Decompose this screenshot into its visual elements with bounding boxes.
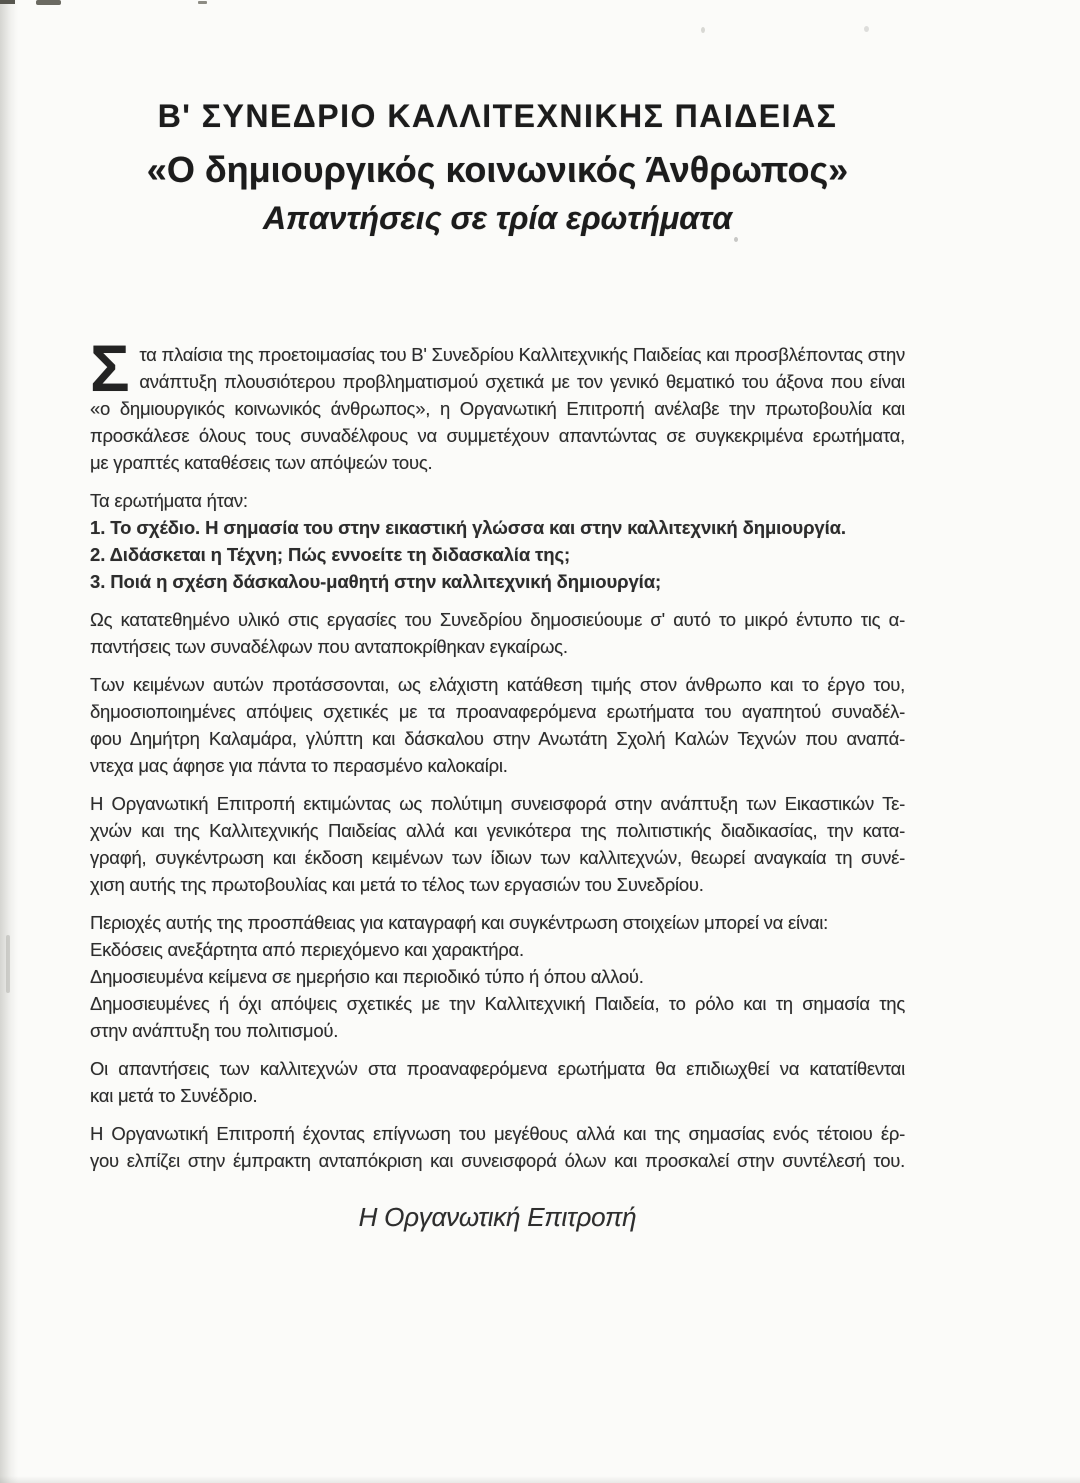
text-line: Εκδόσεις ανεξάρτητα από περιεχόμενο και χαρακτήρα. xyxy=(90,939,524,960)
scan-edge-shadow-left xyxy=(0,0,18,1483)
text-line: χνών και της Καλλιτεχνικής Παιδείας αλλά και γενικότερα της πολιτιστικής διαδικασίας, την κατα- xyxy=(90,820,905,841)
conference-subtitle: Απαντήσεις σε τρία ερωτήματα xyxy=(262,200,733,236)
paragraph-intro xyxy=(90,331,905,476)
text-line: Δημοσιευμένα κείμενα σε ημερήσιο και περιοδικό τύπο ή όπου αλλού. xyxy=(90,966,644,987)
scan-edge-shadow-bottom xyxy=(0,1476,1080,1483)
scan-artifact xyxy=(6,935,10,993)
text-line: στην ανάπτυξη του πολιτισμού. xyxy=(90,1020,339,1041)
document-content xyxy=(90,0,905,1231)
conference-theme: «Ο δημιουργικός κοινωνικός Άνθρωπος» xyxy=(146,149,849,190)
text-line: χιση αυτής της πρωτοβουλίας και μετά το τέλος των εργασιών του Συνεδρίου. xyxy=(90,874,704,895)
scan-artifact xyxy=(36,0,61,5)
text-line: 1. Το σχέδιο. Η σημασία του στην εικαστική γλώσσα και στην καλλιτεχνική δημιουργία. xyxy=(90,517,846,538)
text-line: Η Οργανωτική Επιτροπή εκτιμώντας ως πολύτιμη συνεισφορά στην ανάπτυξη των Εικαστικών Τε- xyxy=(90,793,905,814)
text-line: Τα ερωτήματα ήταν: xyxy=(90,490,248,511)
text-line: φου Δημήτρη Καλαμάρα, γλύπτη και δάσκαλου στην Ανωτάτη Σχολή Καλών Τεχνών που αναπά- xyxy=(90,728,905,749)
text-line: παντήσεις των συναδέλφων που ανταποκρίθηκαν εγκαίρως. xyxy=(90,636,568,657)
document-header xyxy=(90,98,905,237)
text-line: Η Οργανωτική Επιτροπή έχοντας επίγνωση του μεγέθους αλλά και της σημασίας ενός τέτοιου έρ- xyxy=(90,1123,905,1144)
text-line: Των κειμένων αυτών προτάσσονται, ως ελάχιστη κατάθεση τιμής στον άνθρωπο και το έργο του, xyxy=(90,674,905,695)
text-line: Οι απαντήσεις των καλλιτεχνών στα προαναφερόμενα ερωτήματα θα επιδιωχθεί να κατατίθενται xyxy=(90,1058,905,1079)
text-line: Ως κατατεθημένο υλικό στις εργασίες του Συνεδρίου δημοσιεύουμε σ' αυτό το μικρό έντυπο τις α- xyxy=(90,609,905,630)
paragraph-closing xyxy=(90,1120,905,1174)
text-line: Περιοχές αυτής της προσπάθειας για καταγραφή και συγκέντρωση στοιχείων μπορεί να είναι: xyxy=(90,912,829,933)
paragraph-submissions xyxy=(90,606,905,660)
paragraph-kalamaras-tribute xyxy=(90,671,905,779)
text-line: με γραπτές καταθέσεις των απόψεών τους. xyxy=(90,452,433,473)
text-line: ανάπτυξη πλουσιότερου προβληματισμού σχετικά με τον γενικό θεματικό του άξονα που είναι xyxy=(139,371,905,392)
text-line: «ο δημιουργικός κοινωνικός άνθρωπος», η Οργανωτική Επιτροπή ανέλαβε την πρωτοβουλία και xyxy=(90,398,905,419)
paragraph-collection-areas xyxy=(90,909,905,1044)
text-line: και μετά το Συνέδριο. xyxy=(90,1085,258,1106)
paragraph-post-congress xyxy=(90,1055,905,1109)
text-line: γου ελπίζει στην έμπρακτη ανταπόκριση και συνεισφορά όλων και προσκαλεί στην συντέλεσή του. xyxy=(90,1150,905,1171)
document-body xyxy=(90,331,905,1232)
text-line: δημοσιοποιημένες απόψεις σχετικές με τα προαναφερόμενα ερωτήματα του αγαπητού συναδέλ- xyxy=(90,701,905,722)
conference-title: Β' ΣΥΝΕΔΡΙΟ ΚΑΛΛΙΤΕΧΝΙΚΗΣ ΠΑΙΔΕΙΑΣ xyxy=(157,98,838,134)
text-line: ντεχα μας άφησε για πάντα το περασμένο καλοκαίρι. xyxy=(90,755,508,776)
text-line: γραφή, συγκέντρωση και έκδοση κειμένων των ίδιων των καλλιτεχνών, θεωρεί αναγκαία τη συνέ- xyxy=(90,847,905,868)
text-line: 2. Διδάσκεται η Τέχνη; Πώς εννοείτε τη διδασκαλία της; xyxy=(90,544,571,565)
text-line: τα πλαίσια της προετοιμασίας του Β' Συνεδρίου Καλλιτεχνικής Παιδείας και προσβλέποντας στην xyxy=(139,344,905,365)
text-line: 3. Ποιά η σχέση δάσκαλου-μαθητή στην καλλιτεχνική δημιουργία; xyxy=(90,571,662,592)
signature: Η Οργανωτική Επιτροπή xyxy=(358,1202,637,1232)
text-line: Δημοσιευμένες ή όχι απόψεις σχετικές με την Καλλιτεχνική Παιδεία, το ρόλο και τη σημασία της xyxy=(90,993,905,1014)
dropcap-sigma: Σ xyxy=(90,331,130,405)
scan-artifact xyxy=(0,0,15,4)
paragraph-questions xyxy=(90,487,905,595)
paragraph-committee-initiative xyxy=(90,790,905,898)
text-line: προσκάλεσε όλους τους συναδέλφους να συμμετέχουν απαντώντας σε συγκεκριμένα ερωτήματα, xyxy=(90,425,905,446)
